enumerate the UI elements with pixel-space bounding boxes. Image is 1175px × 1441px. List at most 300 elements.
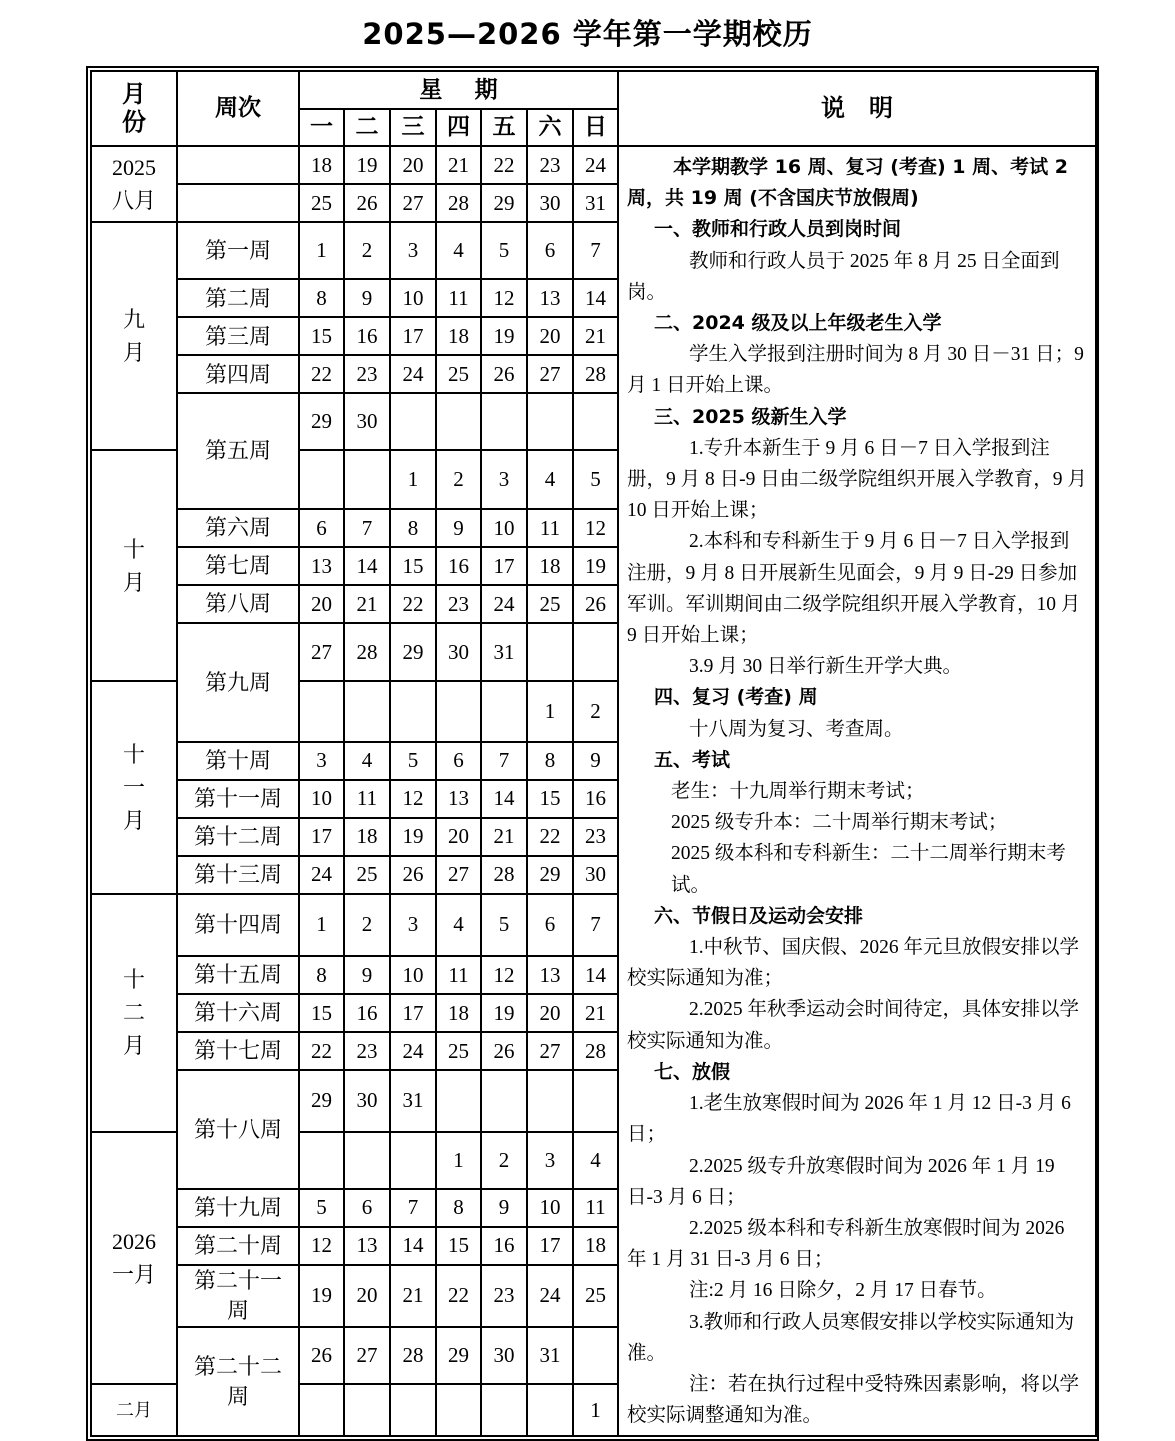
day-cell: 11 xyxy=(344,780,390,818)
notes-cell xyxy=(618,146,1096,1436)
day-cell xyxy=(299,681,344,741)
day-cell: 30 xyxy=(436,623,481,681)
day-cell: 24 xyxy=(390,355,436,393)
day-cell: 16 xyxy=(573,780,618,818)
month-cell xyxy=(91,681,177,893)
month-cell xyxy=(91,1132,177,1385)
note-paragraph: 教师和行政人员于 2025 年 8 月 25 日全面到岗。 xyxy=(627,250,1060,303)
weekday-name-fri: 五 xyxy=(481,109,527,146)
day-cell: 3 xyxy=(527,1132,573,1189)
day-cell: 30 xyxy=(344,393,390,449)
week-label-line: 第八周 xyxy=(204,591,271,617)
header-row-top xyxy=(91,71,1096,109)
note-paragraph: 2.2025 级专升放寒假时间为 2026 年 1 月 19 日-3 月 6 日； xyxy=(627,1155,1055,1208)
day-cell: 29 xyxy=(481,184,527,222)
week-label-line: 第十三周 xyxy=(193,861,282,887)
day-cell: 14 xyxy=(573,279,618,317)
day-cell: 20 xyxy=(299,585,344,623)
day-cell: 6 xyxy=(527,894,573,956)
week-label-line: 第七周 xyxy=(204,553,271,579)
day-cell: 9 xyxy=(344,956,390,994)
calendar-table xyxy=(90,70,1097,1437)
day-cell: 8 xyxy=(527,742,573,780)
month-label-line: 月 xyxy=(122,339,145,365)
day-cell: 2 xyxy=(573,681,618,741)
header-month xyxy=(91,71,177,146)
day-cell: 25 xyxy=(527,585,573,623)
day-cell: 1 xyxy=(436,1132,481,1189)
day-cell: 16 xyxy=(481,1227,527,1265)
day-cell xyxy=(527,623,573,681)
day-cell: 6 xyxy=(527,222,573,279)
day-cell: 11 xyxy=(573,1189,618,1227)
week-cell xyxy=(177,585,299,623)
day-cell: 6 xyxy=(299,509,344,547)
day-cell: 4 xyxy=(436,222,481,279)
day-cell: 15 xyxy=(390,547,436,585)
day-cell: 23 xyxy=(481,1265,527,1327)
day-cell: 24 xyxy=(573,146,618,184)
day-cell: 10 xyxy=(481,509,527,547)
day-cell: 9 xyxy=(344,279,390,317)
day-cell: 22 xyxy=(481,146,527,184)
day-cell: 2 xyxy=(436,450,481,509)
day-cell: 11 xyxy=(436,279,481,317)
weekday-name-sat: 六 xyxy=(527,109,573,146)
day-cell: 20 xyxy=(344,1265,390,1327)
day-cell: 25 xyxy=(344,856,390,894)
day-cell: 3 xyxy=(299,742,344,780)
day-cell: 21 xyxy=(436,146,481,184)
note-paragraph: 1.老生放寒假时间为 2026 年 1 月 12 日-3 月 6 日； xyxy=(627,1093,1071,1146)
day-cell: 1 xyxy=(390,450,436,509)
day-cell: 1 xyxy=(527,681,573,741)
month-label-line: 2026 xyxy=(112,1228,156,1254)
day-cell: 19 xyxy=(344,146,390,184)
day-cell: 5 xyxy=(573,450,618,509)
week-label-line: 第十八周 xyxy=(193,1116,282,1142)
day-cell xyxy=(299,450,344,509)
day-cell: 30 xyxy=(344,1070,390,1131)
day-cell: 3 xyxy=(481,450,527,509)
week-cell xyxy=(177,1070,299,1189)
week-cell xyxy=(177,279,299,317)
day-cell: 9 xyxy=(573,742,618,780)
note-paragraph: 三、2025 级新生入学 xyxy=(654,405,847,428)
week-cell xyxy=(177,780,299,818)
week-label-line: 第六周 xyxy=(204,515,271,541)
note-paragraph: 注:2 月 16 日除夕，2 月 17 日春节。 xyxy=(689,1280,997,1302)
day-cell: 18 xyxy=(344,818,390,856)
week-cell xyxy=(177,184,299,222)
day-cell: 24 xyxy=(299,856,344,894)
day-cell: 29 xyxy=(436,1327,481,1384)
week-cell xyxy=(177,742,299,780)
month-label-line: 十 xyxy=(122,742,145,768)
day-cell: 8 xyxy=(299,279,344,317)
day-cell: 18 xyxy=(436,317,481,355)
day-cell: 3 xyxy=(390,894,436,956)
calendar-body xyxy=(91,146,1096,1436)
note-paragraph: 二、2024 级及以上年级老生入学 xyxy=(654,312,942,335)
day-cell xyxy=(299,1132,344,1189)
month-label-line: 二月 xyxy=(116,1399,152,1420)
week-label-line: 第二十周 xyxy=(193,1233,282,1259)
weekday-name-wed: 三 xyxy=(390,109,436,146)
week-cell xyxy=(177,1227,299,1265)
day-cell xyxy=(344,1384,390,1436)
day-cell xyxy=(527,393,573,449)
note-paragraph: 2.2025 年秋季运动会时间待定，具体安排以学校实际通知为准。 xyxy=(627,999,1080,1052)
month-label-line: 月 xyxy=(122,1033,145,1059)
day-cell xyxy=(344,1132,390,1189)
day-cell: 14 xyxy=(390,1227,436,1265)
week-label-line: 第十五周 xyxy=(193,962,282,988)
day-cell: 10 xyxy=(527,1189,573,1227)
week-label-line: 第四周 xyxy=(204,361,271,387)
day-cell: 18 xyxy=(436,994,481,1032)
day-cell: 25 xyxy=(436,1032,481,1070)
day-cell: 27 xyxy=(527,1032,573,1070)
day-cell: 23 xyxy=(573,818,618,856)
week-label-line: 第十二周 xyxy=(193,823,282,849)
day-cell: 22 xyxy=(436,1265,481,1327)
day-cell xyxy=(573,393,618,449)
day-cell: 26 xyxy=(573,585,618,623)
day-cell: 7 xyxy=(481,742,527,780)
day-cell: 27 xyxy=(299,623,344,681)
day-cell: 12 xyxy=(481,956,527,994)
day-cell: 26 xyxy=(344,184,390,222)
day-cell: 5 xyxy=(299,1189,344,1227)
day-cell xyxy=(481,1070,527,1131)
day-cell: 20 xyxy=(527,994,573,1032)
week-cell xyxy=(177,355,299,393)
weekday-name-sun: 日 xyxy=(573,109,618,146)
day-cell: 11 xyxy=(527,509,573,547)
day-cell: 31 xyxy=(481,623,527,681)
week-cell xyxy=(177,623,299,742)
day-cell: 8 xyxy=(436,1189,481,1227)
day-cell xyxy=(481,1384,527,1436)
day-cell: 7 xyxy=(573,894,618,956)
month-label-line: 九 xyxy=(122,306,145,332)
month-cell xyxy=(91,450,177,682)
day-cell: 16 xyxy=(436,547,481,585)
day-cell: 20 xyxy=(527,317,573,355)
day-cell: 5 xyxy=(481,894,527,956)
note-paragraph: 老生：十九周举行期末考试； xyxy=(671,781,925,803)
day-cell: 31 xyxy=(573,184,618,222)
day-cell: 24 xyxy=(481,585,527,623)
day-cell: 26 xyxy=(481,1032,527,1070)
day-cell: 24 xyxy=(390,1032,436,1070)
day-cell: 2 xyxy=(344,894,390,956)
day-cell: 26 xyxy=(481,355,527,393)
header-weekday-group: 星期 xyxy=(299,71,618,109)
month-label-line: 2025 xyxy=(112,155,156,180)
week-label-line: 第十一周 xyxy=(193,785,282,811)
day-cell: 17 xyxy=(390,994,436,1032)
day-cell: 9 xyxy=(481,1189,527,1227)
day-cell: 14 xyxy=(573,956,618,994)
note-paragraph: 一、教师和行政人员到岗时间 xyxy=(654,218,902,241)
day-cell: 29 xyxy=(390,623,436,681)
month-label-line: 一 xyxy=(122,775,145,801)
day-cell: 22 xyxy=(527,818,573,856)
note-paragraph: 学生入学报到注册时间为 8 月 30 日－31 日；9 月 1 日开始上课。 xyxy=(627,344,1084,397)
day-cell: 15 xyxy=(299,994,344,1032)
week-cell xyxy=(177,1032,299,1070)
day-cell: 23 xyxy=(344,355,390,393)
day-cell xyxy=(527,1384,573,1436)
day-cell: 14 xyxy=(481,780,527,818)
month-label-line: 十 xyxy=(122,536,145,562)
header-week: 周次 xyxy=(177,71,299,146)
day-cell: 15 xyxy=(299,317,344,355)
day-cell: 17 xyxy=(481,547,527,585)
month-cell xyxy=(91,894,177,1132)
week-label-line: 第五周 xyxy=(204,438,271,464)
note-paragraph: 注：若在执行过程中受特殊因素影响，将以学校实际调整通知为准。 xyxy=(627,1373,1080,1427)
day-cell: 19 xyxy=(573,547,618,585)
week-cell xyxy=(177,956,299,994)
day-cell: 16 xyxy=(344,317,390,355)
day-cell: 23 xyxy=(436,585,481,623)
weekday-name-tue: 二 xyxy=(344,109,390,146)
calendar-row xyxy=(91,146,1096,184)
day-cell: 16 xyxy=(344,994,390,1032)
week-label-line: 周 xyxy=(226,1297,249,1323)
day-cell: 21 xyxy=(390,1265,436,1327)
day-cell: 30 xyxy=(573,856,618,894)
day-cell: 29 xyxy=(299,1070,344,1131)
week-label-line: 第十周 xyxy=(204,747,271,773)
note-paragraph: 3.9 月 30 日举行新生开学大典。 xyxy=(689,656,963,678)
note-paragraph: 2.本科和专科新生于 9 月 6 日－7 日入学报到注册，9 月 8 日开展新生见面会，9 月 9 日-29 日参加军训。军训期间由二级学院组织开展入学教育，10 月 9 日开始上课； xyxy=(627,531,1081,647)
month-label-line: 一月 xyxy=(111,1261,156,1287)
day-cell: 28 xyxy=(573,1032,618,1070)
day-cell: 22 xyxy=(390,585,436,623)
week-cell xyxy=(177,1189,299,1227)
day-cell: 8 xyxy=(390,509,436,547)
day-cell: 5 xyxy=(481,222,527,279)
day-cell xyxy=(436,1384,481,1436)
day-cell xyxy=(390,1132,436,1189)
day-cell: 23 xyxy=(344,1032,390,1070)
day-cell: 28 xyxy=(390,1327,436,1384)
day-cell: 2 xyxy=(344,222,390,279)
day-cell: 14 xyxy=(344,547,390,585)
day-cell: 22 xyxy=(299,355,344,393)
note-paragraph: 四、复习 (考查) 周 xyxy=(654,686,818,709)
day-cell: 26 xyxy=(390,856,436,894)
day-cell: 30 xyxy=(481,1327,527,1384)
day-cell: 27 xyxy=(527,355,573,393)
day-cell: 28 xyxy=(344,623,390,681)
week-label-line: 第二十一 xyxy=(193,1268,282,1294)
day-cell: 22 xyxy=(299,1032,344,1070)
day-cell xyxy=(573,623,618,681)
day-cell xyxy=(573,1070,618,1131)
week-label-line: 第十七周 xyxy=(193,1038,282,1064)
note-paragraph: 本学期教学 16 周、复习 (考查) 1 周、考试 2 周，共 19 周 (不含国庆节放假周) xyxy=(627,156,1068,210)
day-cell xyxy=(436,1070,481,1131)
day-cell: 10 xyxy=(390,956,436,994)
day-cell xyxy=(436,681,481,741)
day-cell: 23 xyxy=(527,146,573,184)
day-cell: 6 xyxy=(436,742,481,780)
day-cell: 29 xyxy=(527,856,573,894)
week-label-line: 第三周 xyxy=(204,323,271,349)
day-cell: 2 xyxy=(481,1132,527,1189)
day-cell xyxy=(573,1327,618,1384)
day-cell: 25 xyxy=(436,355,481,393)
day-cell: 26 xyxy=(299,1327,344,1384)
day-cell xyxy=(527,1070,573,1131)
month-label-line: 月 xyxy=(122,569,145,595)
week-cell xyxy=(177,894,299,956)
day-cell: 5 xyxy=(390,742,436,780)
day-cell: 4 xyxy=(344,742,390,780)
week-cell xyxy=(177,547,299,585)
day-cell: 31 xyxy=(527,1327,573,1384)
note-paragraph: 五、考试 xyxy=(654,748,731,771)
week-label-line: 第九周 xyxy=(204,669,271,695)
week-cell xyxy=(177,818,299,856)
week-cell xyxy=(177,1265,299,1327)
day-cell: 9 xyxy=(436,509,481,547)
day-cell: 29 xyxy=(299,393,344,449)
day-cell: 18 xyxy=(527,547,573,585)
day-cell: 7 xyxy=(390,1189,436,1227)
day-cell: 4 xyxy=(436,894,481,956)
day-cell: 27 xyxy=(344,1327,390,1384)
day-cell: 13 xyxy=(527,279,573,317)
day-cell: 21 xyxy=(573,994,618,1032)
week-cell xyxy=(177,856,299,894)
day-cell: 20 xyxy=(390,146,436,184)
week-label-line: 周 xyxy=(226,1383,249,1409)
day-cell: 1 xyxy=(573,1384,618,1436)
header-notes: 说明 xyxy=(618,71,1096,146)
weekday-name-thu: 四 xyxy=(436,109,481,146)
day-cell: 13 xyxy=(344,1227,390,1265)
week-cell xyxy=(177,393,299,509)
day-cell xyxy=(344,450,390,509)
note-paragraph: 2025 级专升本：二十周举行期末考试； xyxy=(671,812,1008,834)
month-label-line: 八月 xyxy=(111,188,156,213)
day-cell: 7 xyxy=(344,509,390,547)
month-label-line: 十 xyxy=(122,967,145,993)
day-cell xyxy=(481,681,527,741)
day-cell xyxy=(344,681,390,741)
day-cell: 3 xyxy=(390,222,436,279)
week-cell xyxy=(177,1327,299,1436)
day-cell: 17 xyxy=(390,317,436,355)
week-cell xyxy=(177,994,299,1032)
note-paragraph: 3.教师和行政人员寒假安排以学校实际通知为准。 xyxy=(627,1311,1075,1364)
day-cell: 1 xyxy=(299,222,344,279)
day-cell: 19 xyxy=(390,818,436,856)
day-cell: 18 xyxy=(299,146,344,184)
day-cell: 7 xyxy=(573,222,618,279)
note-paragraph: 六、节假日及运动会安排 xyxy=(654,904,864,927)
calendar-header xyxy=(91,71,1096,146)
day-cell: 28 xyxy=(573,355,618,393)
day-cell: 8 xyxy=(299,956,344,994)
day-cell: 6 xyxy=(344,1189,390,1227)
month-cell xyxy=(91,146,177,222)
day-cell: 12 xyxy=(573,509,618,547)
day-cell: 12 xyxy=(390,780,436,818)
day-cell xyxy=(436,393,481,449)
day-cell xyxy=(481,393,527,449)
day-cell: 12 xyxy=(299,1227,344,1265)
month-label-line: 月 xyxy=(122,808,145,834)
note-paragraph: 十八周为复习、考查周。 xyxy=(689,718,904,740)
day-cell: 31 xyxy=(390,1070,436,1131)
day-cell: 21 xyxy=(344,585,390,623)
week-cell xyxy=(177,222,299,279)
day-cell: 15 xyxy=(436,1227,481,1265)
day-cell xyxy=(390,393,436,449)
day-cell: 13 xyxy=(299,547,344,585)
weekday-name-mon: 一 xyxy=(299,109,344,146)
day-cell: 21 xyxy=(573,317,618,355)
note-paragraph: 1.中秋节、国庆假、2026 年元旦放假安排以学校实际通知为准； xyxy=(627,937,1080,990)
calendar-table-frame xyxy=(86,66,1099,1441)
day-cell: 21 xyxy=(481,818,527,856)
day-cell xyxy=(390,681,436,741)
day-cell xyxy=(299,1384,344,1436)
note-paragraph: 七、放假 xyxy=(654,1060,731,1083)
day-cell: 11 xyxy=(436,956,481,994)
day-cell: 24 xyxy=(527,1265,573,1327)
day-cell: 13 xyxy=(436,780,481,818)
day-cell: 19 xyxy=(481,317,527,355)
day-cell: 28 xyxy=(481,856,527,894)
day-cell: 18 xyxy=(573,1227,618,1265)
note-paragraph: 1.专升本新生于 9 月 6 日－7 日入学报到注册，9 月 8 日-9 日由二级学院组织开展入学教育，9 月 10 日开始上课； xyxy=(627,437,1087,522)
week-label-line: 第十六周 xyxy=(193,1000,282,1026)
day-cell: 10 xyxy=(390,279,436,317)
week-label-line: 第十九周 xyxy=(193,1195,282,1221)
week-label-line: 第一周 xyxy=(204,237,271,263)
day-cell: 25 xyxy=(573,1265,618,1327)
day-cell: 30 xyxy=(527,184,573,222)
day-cell: 20 xyxy=(436,818,481,856)
week-label-line: 第二十二 xyxy=(193,1353,282,1379)
week-label-line: 第十四周 xyxy=(193,912,282,938)
month-label-line: 二 xyxy=(122,1000,145,1026)
day-cell: 10 xyxy=(299,780,344,818)
day-cell: 13 xyxy=(527,956,573,994)
page-title: 2025—2026 学年第一学期校历 xyxy=(362,17,813,51)
week-cell xyxy=(177,317,299,355)
day-cell xyxy=(390,1384,436,1436)
day-cell: 28 xyxy=(436,184,481,222)
week-cell xyxy=(177,146,299,184)
day-cell: 4 xyxy=(573,1132,618,1189)
day-cell: 15 xyxy=(527,780,573,818)
day-cell: 4 xyxy=(527,450,573,509)
day-cell: 19 xyxy=(481,994,527,1032)
day-cell: 25 xyxy=(299,184,344,222)
month-cell xyxy=(91,1384,177,1436)
day-cell: 17 xyxy=(527,1227,573,1265)
header-month-line: 月 xyxy=(122,79,146,108)
